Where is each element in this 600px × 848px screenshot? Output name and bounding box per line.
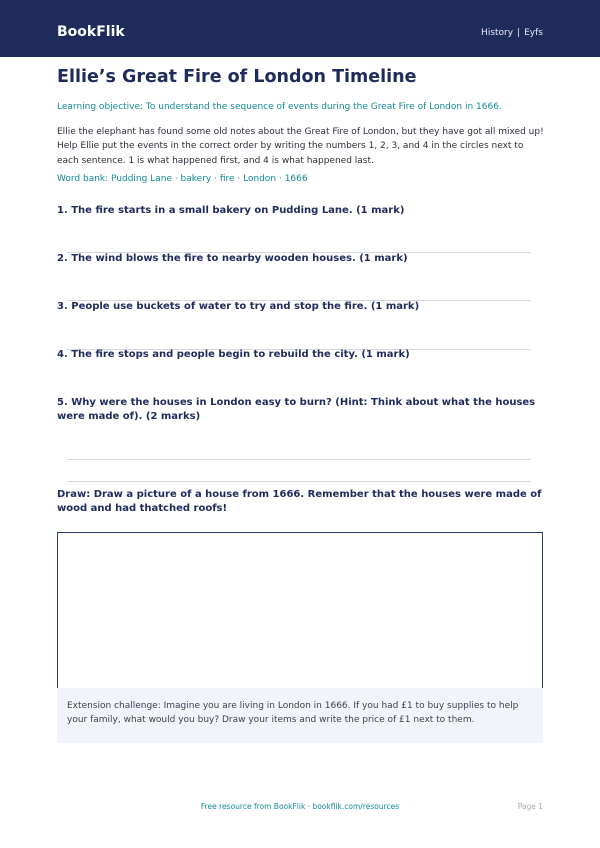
breadcrumb-level[interactable]: Eyfs <box>524 28 543 38</box>
breadcrumb <box>481 27 543 39</box>
question-3: 3. People use buckets of water to try and stop the fire. (1 mark) <box>57 301 420 312</box>
drawing-area[interactable] <box>57 532 543 689</box>
learning-objective: Learning objective: To understand the sequence of events during the Great Fire of London in 1666. <box>57 102 502 112</box>
brand-logo-text[interactable]: BookFlik <box>57 24 125 40</box>
question-5: 5. Why were the houses in London easy to burn? (Hint: Think about what the houses were made of). (2 marks) <box>57 397 536 423</box>
page-number: Page 1 <box>517 802 543 811</box>
draw-prompt: Draw: Draw a picture of a house from 1666. Remember that the houses were made of wood and had thatched roofs! <box>57 489 542 515</box>
answer-line[interactable] <box>67 481 531 482</box>
extension-challenge-box <box>57 688 543 743</box>
answer-line[interactable] <box>67 459 531 460</box>
footer-credit[interactable]: Free resource from BookFlik · bookflik.com/resources <box>200 802 400 811</box>
breadcrumb-separator: | <box>517 28 521 38</box>
instructions-paragraph: Ellie the elephant has found some old notes about the Great Fire of London, but they have got all mixed up! Help Ellie put the events in the correct order by writing the numbers 1, 2, 3, and 4 in the circles next to each sentence. 1 is what happened first, and 4 is what happened last. <box>57 127 544 166</box>
top-header-bar <box>0 0 600 57</box>
word-bank: Word bank: Pudding Lane · bakery · fire · London · 1666 <box>57 174 308 184</box>
extension-challenge-text: Extension challenge: Imagine you are living in London in 1666. If you had £1 to buy supplies to help your family, what would you buy? Draw your items and write the price of £1 next to them. <box>67 701 519 726</box>
question-1: 1. The fire starts in a small bakery on Pudding Lane. (1 mark) <box>57 205 405 216</box>
question-2: 2. The wind blows the fire to nearby wooden houses. (1 mark) <box>57 253 408 264</box>
question-4: 4. The fire stops and people begin to rebuild the city. (1 mark) <box>57 349 410 360</box>
worksheet-title: Ellie’s Great Fire of London Timeline <box>57 67 417 87</box>
breadcrumb-subject[interactable]: History <box>481 28 514 38</box>
